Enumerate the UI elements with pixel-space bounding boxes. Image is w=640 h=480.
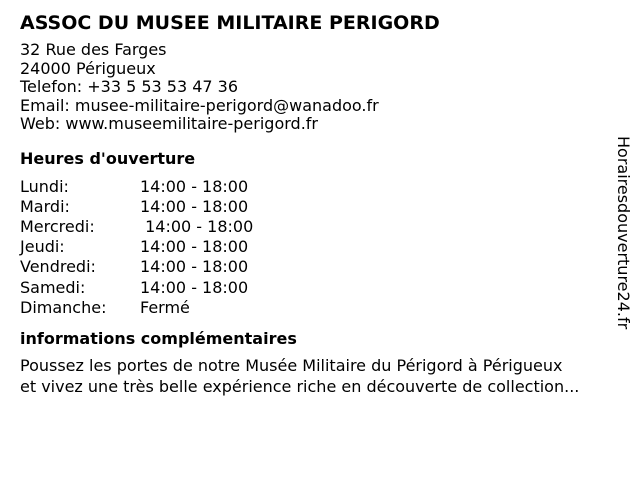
day-label: Vendredi: — [20, 257, 96, 277]
day-label: Jeudi: — [20, 237, 65, 257]
info-line-2: et vivez une très belle expérience riche en découverte de collection... — [20, 376, 580, 396]
day-label: Mardi: — [20, 196, 70, 216]
hours-row-wednesday — [20, 217, 610, 237]
hours-heading: Heures d'ouverture — [20, 148, 196, 168]
hours-row-saturday — [20, 278, 610, 298]
day-label: Samedi: — [20, 277, 86, 297]
opening-hours-table — [20, 177, 610, 318]
email-address[interactable]: Email: musee-militaire-perigord@wanadoo.fr — [20, 95, 379, 115]
phone-number[interactable]: Telefon: +33 5 53 53 47 36 — [20, 77, 239, 96]
business-name: ASSOC DU MUSEE MILITAIRE PERIGORD — [20, 12, 440, 34]
time-value: 14:00 - 18:00 — [140, 237, 249, 257]
hours-row-friday — [20, 257, 610, 277]
info-description — [20, 355, 630, 397]
time-value: 14:00 - 18:00 — [140, 196, 249, 216]
time-value: 14:00 - 18:00 — [140, 216, 254, 236]
site-watermark: Horairesdouverture24.fr — [614, 136, 633, 330]
hours-row-monday — [20, 177, 610, 197]
info-line-1: Poussez les portes de notre Musée Militaire du Périgord à Périgueux — [20, 355, 563, 375]
website-link[interactable]: Web: www.museemilitaire-perigord.fr — [20, 114, 318, 133]
address-city: 24000 Périgueux — [20, 58, 156, 78]
hours-row-thursday — [20, 237, 610, 257]
time-value: Fermé — [140, 297, 190, 317]
day-label: Lundi: — [20, 176, 69, 196]
time-value: 14:00 - 18:00 — [140, 277, 249, 297]
hours-row-tuesday — [20, 197, 610, 217]
time-value: 14:00 - 18:00 — [140, 257, 249, 277]
contact-block — [20, 41, 610, 134]
time-value: 14:00 - 18:00 — [140, 176, 249, 196]
business-card — [20, 10, 610, 397]
hours-row-sunday — [20, 298, 610, 318]
day-label: Mercredi: — [20, 216, 95, 236]
day-label: Dimanche: — [20, 297, 107, 317]
address-street: 32 Rue des Farges — [20, 40, 167, 59]
info-heading: informations complémentaires — [20, 328, 297, 348]
